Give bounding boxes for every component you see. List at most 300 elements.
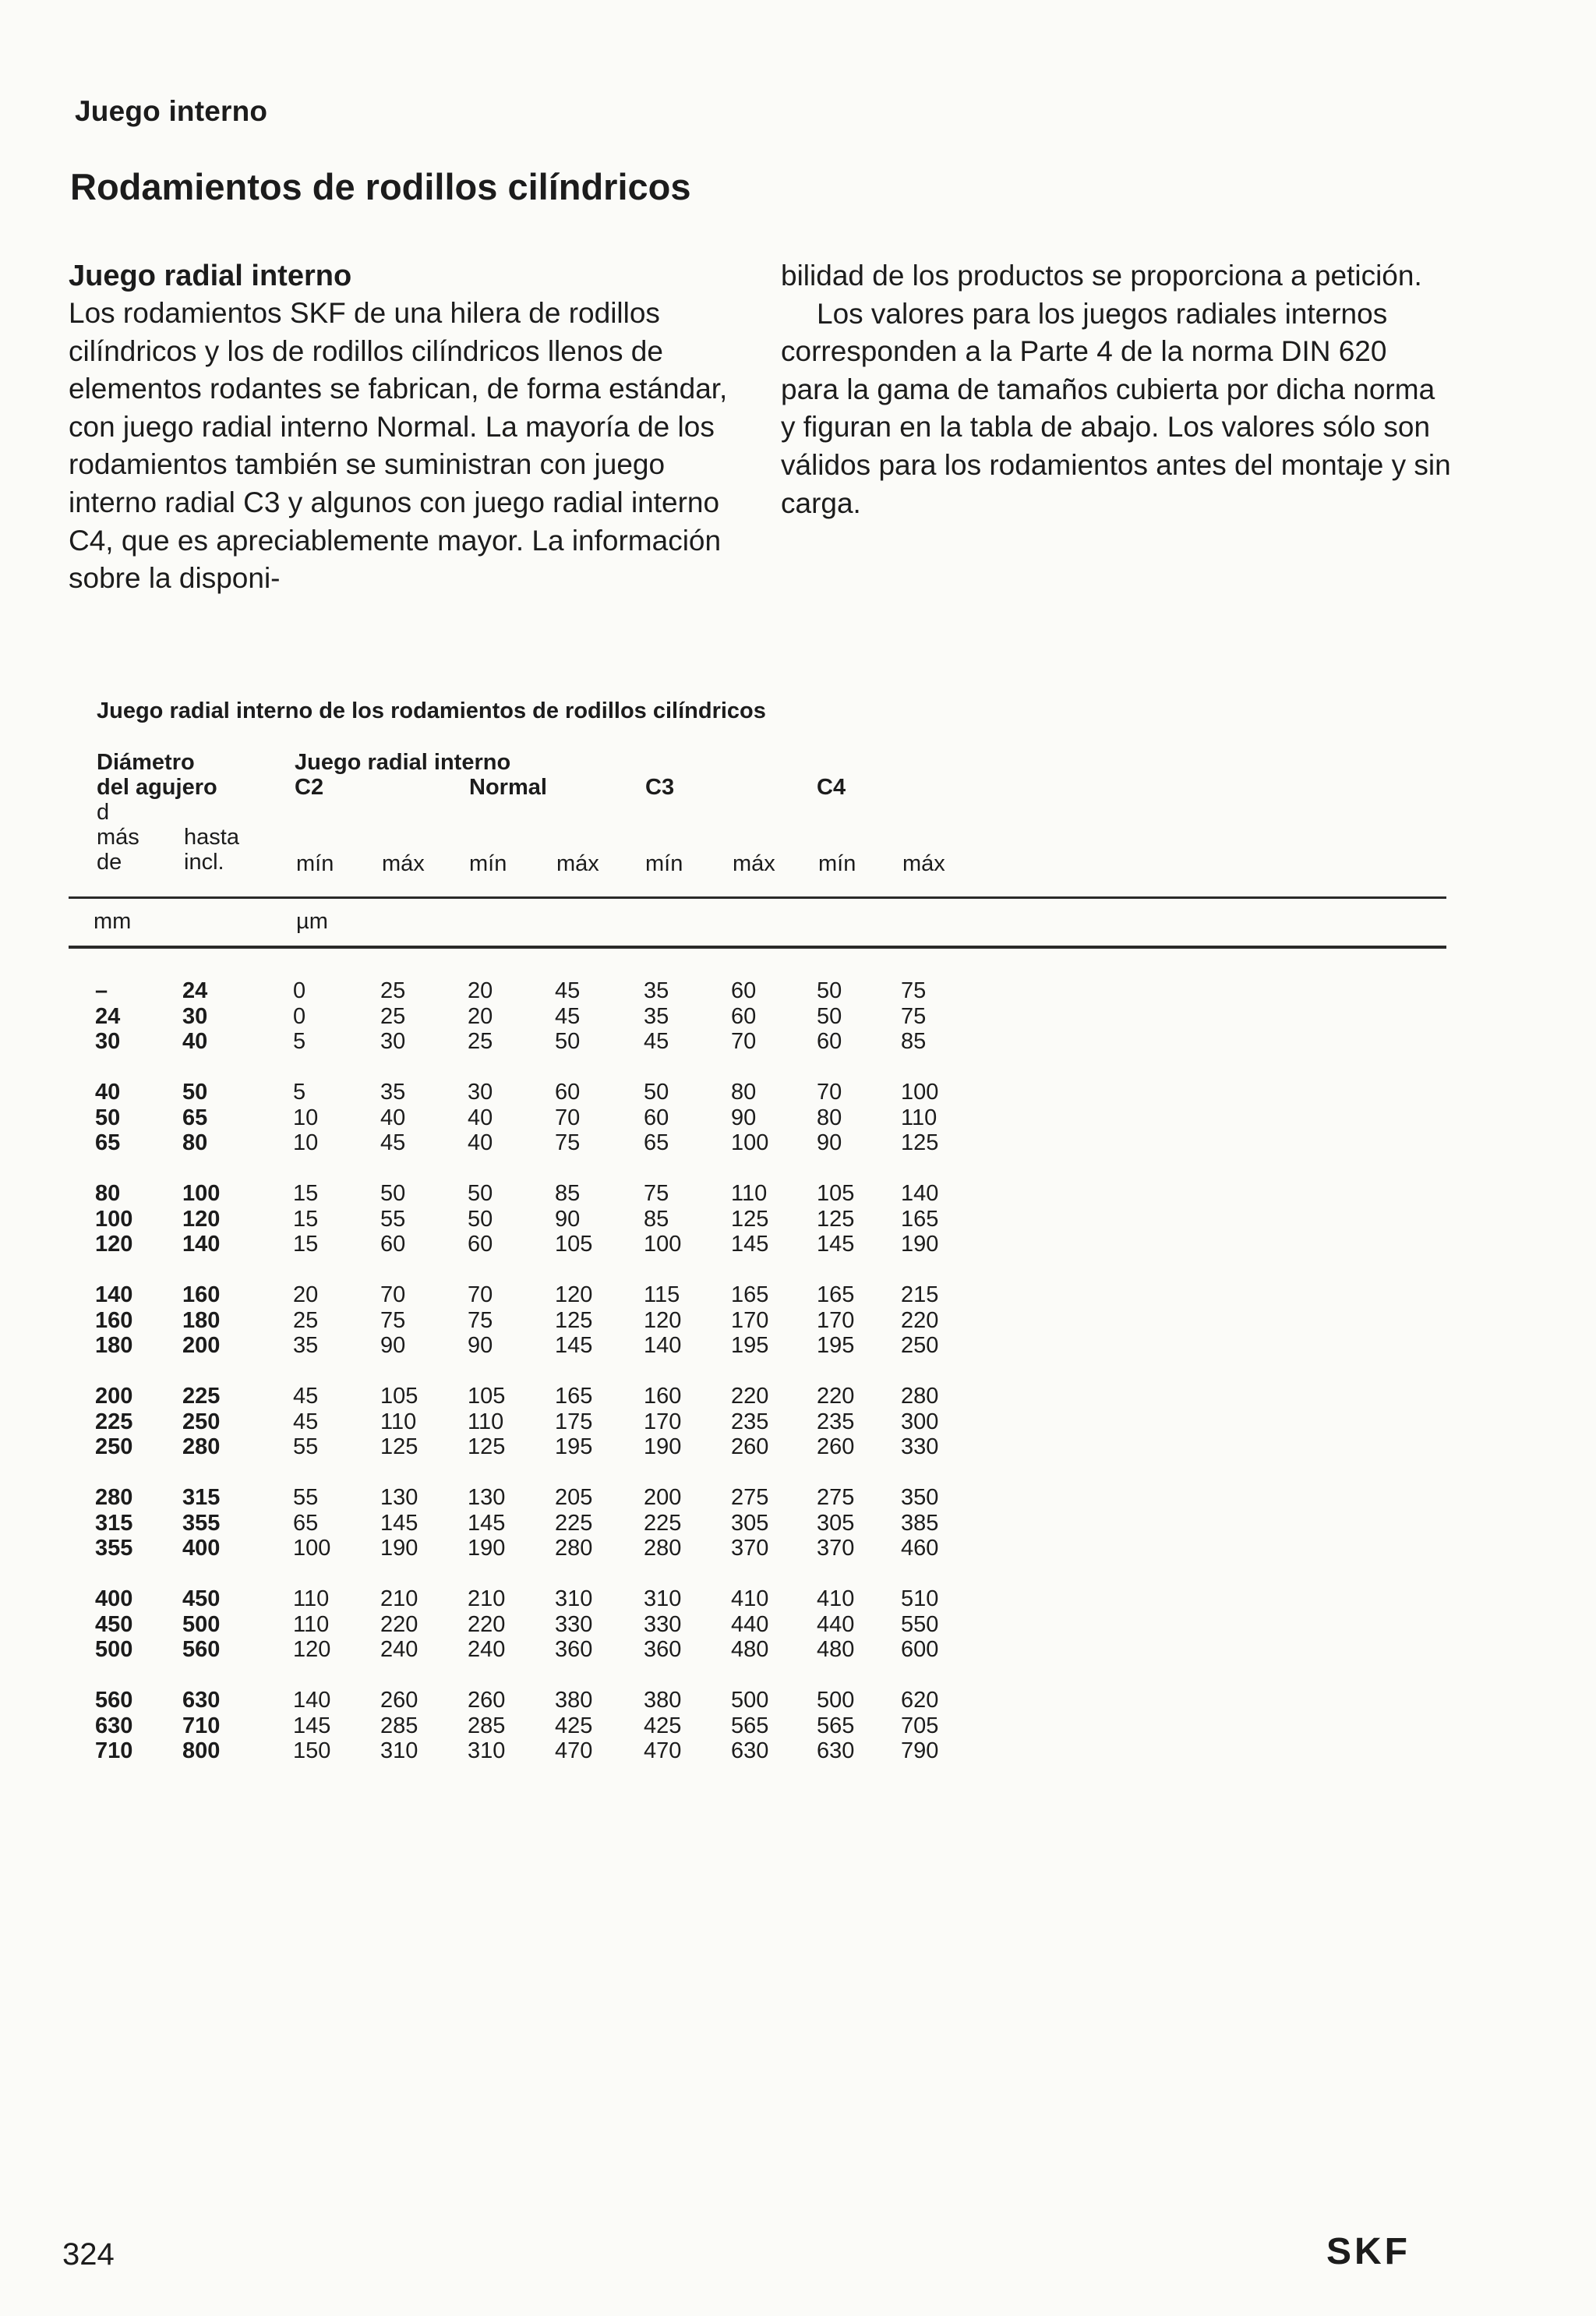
table-cell-c2-max: 125 <box>380 1434 418 1459</box>
header-c2-max: máx <box>382 851 425 876</box>
table-cell-c2-max: 105 <box>380 1384 418 1409</box>
table-cell-c4-max: 75 <box>901 978 927 1003</box>
table-cell-c2-max: 50 <box>380 1181 406 1206</box>
table-cell-c3-max: 110 <box>731 1181 768 1206</box>
header-c3-min: mín <box>645 851 683 876</box>
table-cell-c4-min: 90 <box>817 1130 842 1155</box>
table-cell-d-incl: 400 <box>182 1536 221 1561</box>
table-cell-d-incl: 280 <box>182 1434 221 1459</box>
table-cell-c2-max: 30 <box>380 1029 406 1054</box>
table-cell-c3-max: 305 <box>731 1510 769 1536</box>
table-cell-d-over: 225 <box>95 1409 133 1434</box>
table-cell-c4-min: 195 <box>817 1333 855 1358</box>
header-over-2: de <box>97 850 122 875</box>
table-cell-d-incl: 450 <box>182 1586 221 1611</box>
table-cell-normal-min: 50 <box>468 1181 493 1206</box>
table-cell-c2-min: 65 <box>293 1510 319 1536</box>
table-cell-normal-max: 175 <box>555 1409 593 1434</box>
table-cell-c3-max: 145 <box>731 1232 769 1257</box>
table-cell-c2-min: 0 <box>293 1003 306 1029</box>
table-cell-d-incl: 355 <box>182 1510 221 1536</box>
table-cell-c3-max: 195 <box>731 1333 769 1358</box>
table-cell-c4-min: 370 <box>817 1536 855 1561</box>
table-cell-c3-min: 330 <box>644 1611 682 1637</box>
table-cell-d-over: 140 <box>95 1282 133 1307</box>
table-cell-d-over: 450 <box>95 1611 133 1637</box>
skf-logo <box>1326 2231 1443 2270</box>
table-cell-c4-max: 75 <box>901 1003 927 1029</box>
table-cell-normal-min: 90 <box>468 1333 493 1358</box>
table-cell-d-over: 710 <box>95 1738 133 1763</box>
table-cell-d-over: 280 <box>95 1485 133 1510</box>
table-row-group <box>0 1384 1013 1485</box>
table-row <box>0 1485 1013 1511</box>
table-cell-c3-max: 60 <box>731 978 757 1003</box>
table-cell-normal-max: 50 <box>555 1029 581 1054</box>
header-diameter-1: Diámetro <box>97 750 195 775</box>
table-row <box>0 1738 1013 1764</box>
table-cell-c4-min: 630 <box>817 1738 855 1763</box>
table-cell-c2-min: 45 <box>293 1384 319 1409</box>
table-cell-c4-max: 385 <box>901 1510 939 1536</box>
table-cell-c4-max: 85 <box>901 1029 927 1054</box>
table-cell-d-incl: 30 <box>182 1003 208 1029</box>
text-column-right <box>781 257 1451 522</box>
table-cell-normal-max: 75 <box>555 1130 581 1155</box>
table-cell-c2-max: 25 <box>380 1003 406 1029</box>
table-cell-c4-min: 170 <box>817 1307 855 1333</box>
table-cell-c2-min: 10 <box>293 1130 319 1155</box>
table-cell-c4-max: 460 <box>901 1536 939 1561</box>
table-row <box>0 1207 1013 1232</box>
table-cell-c4-max: 280 <box>901 1384 939 1409</box>
header-c4-max: máx <box>902 851 945 876</box>
table-cell-c3-max: 165 <box>731 1282 769 1307</box>
table-row-group <box>0 1586 1013 1688</box>
section-label: Juego interno <box>75 95 268 127</box>
table-cell-d-over: 120 <box>95 1232 133 1257</box>
table-cell-c3-min: 170 <box>644 1409 682 1434</box>
table-cell-c2-min: 5 <box>293 1080 306 1105</box>
table-cell-normal-min: 145 <box>468 1510 506 1536</box>
table-cell-normal-max: 85 <box>555 1181 581 1206</box>
table-cell-c4-max: 220 <box>901 1307 939 1333</box>
header-c3: C3 <box>645 775 675 800</box>
table-row <box>0 1612 1013 1638</box>
table-cell-c2-max: 130 <box>380 1485 418 1510</box>
table-cell-c2-min: 100 <box>293 1536 331 1561</box>
table-cell-c2-min: 35 <box>293 1333 319 1358</box>
table-cell-normal-min: 30 <box>468 1080 493 1105</box>
table-cell-c3-max: 275 <box>731 1485 769 1510</box>
table-cell-c2-max: 260 <box>380 1688 418 1713</box>
table-cell-c2-min: 25 <box>293 1307 319 1333</box>
table-cell-c3-min: 120 <box>644 1307 682 1333</box>
table-cell-c3-max: 370 <box>731 1536 769 1561</box>
table-cell-d-incl: 100 <box>182 1181 221 1206</box>
table-row <box>0 1511 1013 1536</box>
table-cell-d-over: – <box>95 978 108 1003</box>
table-cell-d-incl: 800 <box>182 1738 221 1763</box>
table-rule-top <box>69 896 1446 899</box>
header-clearance: Juego radial interno <box>295 750 511 775</box>
table-row <box>0 1688 1013 1713</box>
paragraph-din620: Los valores para los juegos radiales internos corresponden a la Parte 4 de la norma DIN 620 para la gama de tamaños cubierta por dicha norma y figuran en la tabla de abajo. Los valores sólo son válidos para los rodamientos antes del montaje y sin carga. <box>781 297 1451 519</box>
header-normal: Normal <box>469 775 547 800</box>
header-c4-min: mín <box>818 851 856 876</box>
table-cell-normal-min: 240 <box>468 1637 506 1662</box>
table-cell-normal-max: 280 <box>555 1536 593 1561</box>
table-cell-c4-min: 50 <box>817 978 842 1003</box>
page-number: 324 <box>62 2237 115 2272</box>
table-cell-c3-max: 70 <box>731 1029 757 1054</box>
table-row <box>0 1080 1013 1105</box>
table-cell-c4-min: 480 <box>817 1637 855 1662</box>
table-cell-c4-max: 705 <box>901 1713 939 1738</box>
table-row-group <box>0 1485 1013 1586</box>
table-cell-c3-min: 65 <box>644 1130 669 1155</box>
table-cell-c3-min: 380 <box>644 1688 682 1713</box>
table-cell-d-incl: 160 <box>182 1282 221 1307</box>
table-cell-c3-max: 100 <box>731 1130 769 1155</box>
table-cell-d-incl: 200 <box>182 1333 221 1358</box>
table-cell-c3-max: 480 <box>731 1637 769 1662</box>
table-cell-normal-max: 330 <box>555 1611 593 1637</box>
table-cell-c2-min: 10 <box>293 1105 319 1130</box>
table-cell-c2-min: 45 <box>293 1409 319 1434</box>
header-normal-min: mín <box>469 851 507 876</box>
table-cell-c2-max: 75 <box>380 1307 406 1333</box>
table-cell-normal-min: 285 <box>468 1713 506 1738</box>
table-cell-normal-min: 310 <box>468 1738 506 1763</box>
table-cell-c4-min: 220 <box>817 1384 855 1409</box>
table-row <box>0 1434 1013 1460</box>
table-cell-c4-max: 110 <box>901 1105 937 1130</box>
table-cell-c3-min: 85 <box>644 1206 669 1232</box>
header-c3-max: máx <box>733 851 775 876</box>
table-cell-normal-max: 90 <box>555 1206 581 1232</box>
table-cell-c3-min: 425 <box>644 1713 682 1738</box>
table-cell-d-incl: 315 <box>182 1485 221 1510</box>
table-cell-normal-min: 220 <box>468 1611 506 1637</box>
table-cell-d-over: 40 <box>95 1080 121 1105</box>
table-row <box>0 1333 1013 1359</box>
table-cell-normal-min: 210 <box>468 1586 506 1611</box>
table-cell-normal-max: 195 <box>555 1434 593 1459</box>
table-cell-c2-max: 45 <box>380 1130 406 1155</box>
unit-micrometre: µm <box>296 909 328 934</box>
table-row <box>0 1232 1013 1257</box>
table-cell-normal-max: 470 <box>555 1738 593 1763</box>
table-cell-c4-min: 60 <box>817 1029 842 1054</box>
table-cell-c4-min: 275 <box>817 1485 855 1510</box>
table-cell-normal-max: 145 <box>555 1333 593 1358</box>
table-cell-c2-max: 60 <box>380 1232 406 1257</box>
table-cell-c2-min: 15 <box>293 1181 319 1206</box>
table-cell-normal-max: 380 <box>555 1688 593 1713</box>
table-row <box>0 1004 1013 1030</box>
table-row-group <box>0 1688 1013 1789</box>
table-cell-c3-min: 35 <box>644 978 669 1003</box>
table-cell-d-over: 560 <box>95 1688 133 1713</box>
table-cell-d-over: 100 <box>95 1206 133 1232</box>
table-row <box>0 1130 1013 1156</box>
table-cell-normal-max: 120 <box>555 1282 593 1307</box>
table-cell-d-incl: 120 <box>182 1206 221 1232</box>
table-row <box>0 1713 1013 1739</box>
table-cell-d-incl: 225 <box>182 1384 221 1409</box>
table-cell-c2-max: 210 <box>380 1586 418 1611</box>
table-cell-c4-max: 550 <box>901 1611 939 1637</box>
table-row <box>0 1536 1013 1561</box>
table-cell-c4-min: 260 <box>817 1434 855 1459</box>
table-cell-c3-max: 500 <box>731 1688 769 1713</box>
table-cell-c4-max: 330 <box>901 1434 939 1459</box>
text-column-left <box>69 257 731 598</box>
table-cell-c3-min: 60 <box>644 1105 669 1130</box>
table-cell-c3-min: 200 <box>644 1485 682 1510</box>
table-cell-d-over: 630 <box>95 1713 133 1738</box>
table-cell-d-over: 315 <box>95 1510 133 1536</box>
table-cell-normal-max: 70 <box>555 1105 581 1130</box>
table-cell-normal-min: 60 <box>468 1232 493 1257</box>
table-cell-normal-max: 45 <box>555 1003 581 1029</box>
table-cell-c3-min: 75 <box>644 1181 669 1206</box>
table-cell-c2-max: 110 <box>380 1409 417 1434</box>
table-cell-c2-min: 0 <box>293 978 306 1003</box>
table-cell-c3-max: 410 <box>731 1586 769 1611</box>
table-cell-c3-max: 260 <box>731 1434 769 1459</box>
table-cell-d-incl: 40 <box>182 1029 208 1054</box>
table-cell-d-over: 160 <box>95 1307 133 1333</box>
header-c4: C4 <box>817 775 846 800</box>
table-cell-c3-min: 280 <box>644 1536 682 1561</box>
table-cell-normal-min: 130 <box>468 1485 506 1510</box>
header-over-1: más <box>97 825 139 850</box>
table-cell-c4-min: 80 <box>817 1105 842 1130</box>
table-cell-d-over: 250 <box>95 1434 133 1459</box>
table-cell-d-incl: 560 <box>182 1637 221 1662</box>
table-cell-c2-max: 55 <box>380 1206 406 1232</box>
table-cell-normal-min: 260 <box>468 1688 506 1713</box>
table-cell-normal-max: 205 <box>555 1485 593 1510</box>
table-cell-c4-max: 620 <box>901 1688 939 1713</box>
table-cell-c2-min: 120 <box>293 1637 331 1662</box>
table-row <box>0 1029 1013 1055</box>
table-cell-normal-max: 125 <box>555 1307 593 1333</box>
table-row-group <box>0 1282 1013 1384</box>
table-cell-d-over: 200 <box>95 1384 133 1409</box>
table-cell-normal-max: 45 <box>555 978 581 1003</box>
table-cell-d-incl: 630 <box>182 1688 221 1713</box>
table-cell-normal-min: 20 <box>468 1003 493 1029</box>
table-cell-c3-max: 440 <box>731 1611 769 1637</box>
table-row <box>0 1384 1013 1409</box>
table-cell-normal-min: 110 <box>468 1409 504 1434</box>
table-cell-normal-min: 105 <box>468 1384 506 1409</box>
table-row <box>0 1409 1013 1435</box>
table-cell-c2-max: 40 <box>380 1105 406 1130</box>
table-cell-c4-min: 70 <box>817 1080 842 1105</box>
table-cell-d-over: 80 <box>95 1181 121 1206</box>
table-cell-d-incl: 180 <box>182 1307 221 1333</box>
header-normal-max: máx <box>556 851 599 876</box>
table-cell-normal-max: 310 <box>555 1586 593 1611</box>
paragraph-intro: Los rodamientos SKF de una hilera de rodillos cilíndricos y los de rodillos cilíndricos llenos de elementos rodantes se fabrican, de forma estándar, con juego radial interno Normal. La mayoría de los rodamientos también se suministran con juego interno radial C3 y algunos con juego radial interno C4, que es apreciablemente mayor. La información sobre la disponi- <box>69 297 728 595</box>
table-cell-d-incl: 50 <box>182 1080 208 1105</box>
table-cell-c2-max: 145 <box>380 1510 418 1536</box>
table-cell-c4-min: 165 <box>817 1282 855 1307</box>
table-cell-c4-min: 565 <box>817 1713 855 1738</box>
table-cell-c4-min: 50 <box>817 1003 842 1029</box>
table-cell-c4-min: 125 <box>817 1206 855 1232</box>
table-cell-d-incl: 710 <box>182 1713 221 1738</box>
table-cell-c4-min: 500 <box>817 1688 855 1713</box>
table-cell-c4-max: 300 <box>901 1409 939 1434</box>
table-cell-normal-max: 360 <box>555 1637 593 1662</box>
table-cell-c4-max: 100 <box>901 1080 939 1105</box>
page-title: Rodamientos de rodillos cilíndricos <box>70 166 691 207</box>
table-cell-c3-min: 310 <box>644 1586 682 1611</box>
table-cell-c2-min: 55 <box>293 1485 319 1510</box>
table-row <box>0 1181 1013 1207</box>
table-cell-c2-max: 35 <box>380 1080 406 1105</box>
table-cell-c3-max: 60 <box>731 1003 757 1029</box>
table-cell-normal-max: 165 <box>555 1384 593 1409</box>
paragraph-continued: bilidad de los productos se proporciona a petición. <box>781 260 1422 292</box>
table-cell-normal-max: 225 <box>555 1510 593 1536</box>
table-cell-normal-max: 105 <box>555 1232 593 1257</box>
table-cell-c4-max: 215 <box>901 1282 939 1307</box>
table-cell-c3-min: 225 <box>644 1510 682 1536</box>
table-cell-c4-max: 125 <box>901 1130 939 1155</box>
table-row <box>0 978 1013 1004</box>
table-cell-c3-min: 50 <box>644 1080 669 1105</box>
table-cell-c2-min: 140 <box>293 1688 331 1713</box>
table-cell-c3-min: 360 <box>644 1637 682 1662</box>
table-cell-c2-min: 20 <box>293 1282 319 1307</box>
table-cell-c2-min: 145 <box>293 1713 331 1738</box>
table-body <box>0 978 1013 1789</box>
table-cell-normal-min: 25 <box>468 1029 493 1054</box>
table-cell-normal-min: 70 <box>468 1282 493 1307</box>
table-cell-c4-min: 105 <box>817 1181 855 1206</box>
table-cell-c3-max: 235 <box>731 1409 769 1434</box>
table-cell-c3-max: 630 <box>731 1738 769 1763</box>
table-cell-c3-min: 100 <box>644 1232 682 1257</box>
header-c2: C2 <box>295 775 324 800</box>
table-cell-c3-max: 125 <box>731 1206 769 1232</box>
table-title: Juego radial interno de los rodamientos de rodillos cilíndricos <box>97 698 766 723</box>
table-cell-normal-max: 60 <box>555 1080 581 1105</box>
table-cell-d-incl: 250 <box>182 1409 221 1434</box>
table-cell-c3-max: 565 <box>731 1713 769 1738</box>
header-diameter-symbol: d <box>97 800 110 825</box>
table-cell-c4-max: 190 <box>901 1232 939 1257</box>
table-cell-d-over: 24 <box>95 1003 121 1029</box>
table-cell-c2-min: 150 <box>293 1738 331 1763</box>
table-cell-c2-max: 240 <box>380 1637 418 1662</box>
table-row <box>0 1282 1013 1308</box>
table-cell-normal-min: 75 <box>468 1307 493 1333</box>
table-cell-d-over: 400 <box>95 1586 133 1611</box>
table-cell-c2-max: 190 <box>380 1536 418 1561</box>
table-cell-normal-max: 425 <box>555 1713 593 1738</box>
table-cell-c4-max: 165 <box>901 1206 939 1232</box>
table-cell-c4-max: 350 <box>901 1485 939 1510</box>
header-incl-2: incl. <box>184 850 224 875</box>
table-cell-c4-min: 305 <box>817 1510 855 1536</box>
table-rule-bottom <box>69 946 1446 949</box>
table-cell-c4-max: 140 <box>901 1181 939 1206</box>
table-cell-d-over: 500 <box>95 1637 133 1662</box>
table-cell-c4-max: 600 <box>901 1637 939 1662</box>
table-cell-c2-max: 25 <box>380 978 406 1003</box>
table-cell-d-over: 355 <box>95 1536 133 1561</box>
table-cell-c3-min: 115 <box>644 1282 680 1307</box>
table-cell-c2-min: 15 <box>293 1232 319 1257</box>
header-c2-min: mín <box>296 851 334 876</box>
skf-logo-text: SKF <box>1326 2231 1411 2270</box>
table-cell-c2-min: 110 <box>293 1586 330 1611</box>
table-cell-c4-max: 250 <box>901 1333 939 1358</box>
table-cell-d-incl: 80 <box>182 1130 208 1155</box>
table-cell-c3-max: 90 <box>731 1105 757 1130</box>
table-row-group <box>0 1080 1013 1181</box>
table-cell-d-incl: 65 <box>182 1105 208 1130</box>
table-cell-d-over: 30 <box>95 1029 121 1054</box>
table-row-group <box>0 1181 1013 1282</box>
table-cell-d-over: 50 <box>95 1105 121 1130</box>
table-cell-c3-min: 45 <box>644 1029 669 1054</box>
table-cell-c3-min: 35 <box>644 1003 669 1029</box>
table-cell-normal-min: 125 <box>468 1434 506 1459</box>
table-cell-c3-min: 470 <box>644 1738 682 1763</box>
table-cell-c2-max: 90 <box>380 1333 406 1358</box>
table-cell-d-over: 180 <box>95 1333 133 1358</box>
subheading: Juego radial interno <box>69 260 352 292</box>
table-cell-c4-min: 145 <box>817 1232 855 1257</box>
table-cell-normal-min: 190 <box>468 1536 506 1561</box>
table-cell-c3-max: 170 <box>731 1307 769 1333</box>
table-cell-d-incl: 24 <box>182 978 208 1003</box>
table-cell-c2-min: 5 <box>293 1029 306 1054</box>
table-cell-normal-min: 50 <box>468 1206 493 1232</box>
table-cell-c2-max: 310 <box>380 1738 418 1763</box>
table-cell-c4-max: 510 <box>901 1586 939 1611</box>
table-cell-normal-min: 20 <box>468 978 493 1003</box>
table-cell-c2-max: 70 <box>380 1282 406 1307</box>
table-cell-c2-min: 110 <box>293 1611 330 1637</box>
table-cell-c3-min: 140 <box>644 1333 682 1358</box>
table-row <box>0 1586 1013 1612</box>
table-row <box>0 1637 1013 1663</box>
table-row <box>0 1308 1013 1334</box>
table-cell-c4-min: 410 <box>817 1586 855 1611</box>
header-diameter-2: del agujero <box>97 775 217 800</box>
table-cell-normal-min: 40 <box>468 1130 493 1155</box>
table-cell-c3-min: 160 <box>644 1384 682 1409</box>
table-cell-d-incl: 500 <box>182 1611 221 1637</box>
table-cell-c3-max: 220 <box>731 1384 769 1409</box>
table-cell-c2-min: 55 <box>293 1434 319 1459</box>
table-cell-d-over: 65 <box>95 1130 121 1155</box>
table-cell-c2-max: 220 <box>380 1611 418 1637</box>
table-cell-c2-max: 285 <box>380 1713 418 1738</box>
table-cell-c2-min: 15 <box>293 1206 319 1232</box>
table-cell-c3-min: 190 <box>644 1434 682 1459</box>
table-cell-c4-max: 790 <box>901 1738 939 1763</box>
